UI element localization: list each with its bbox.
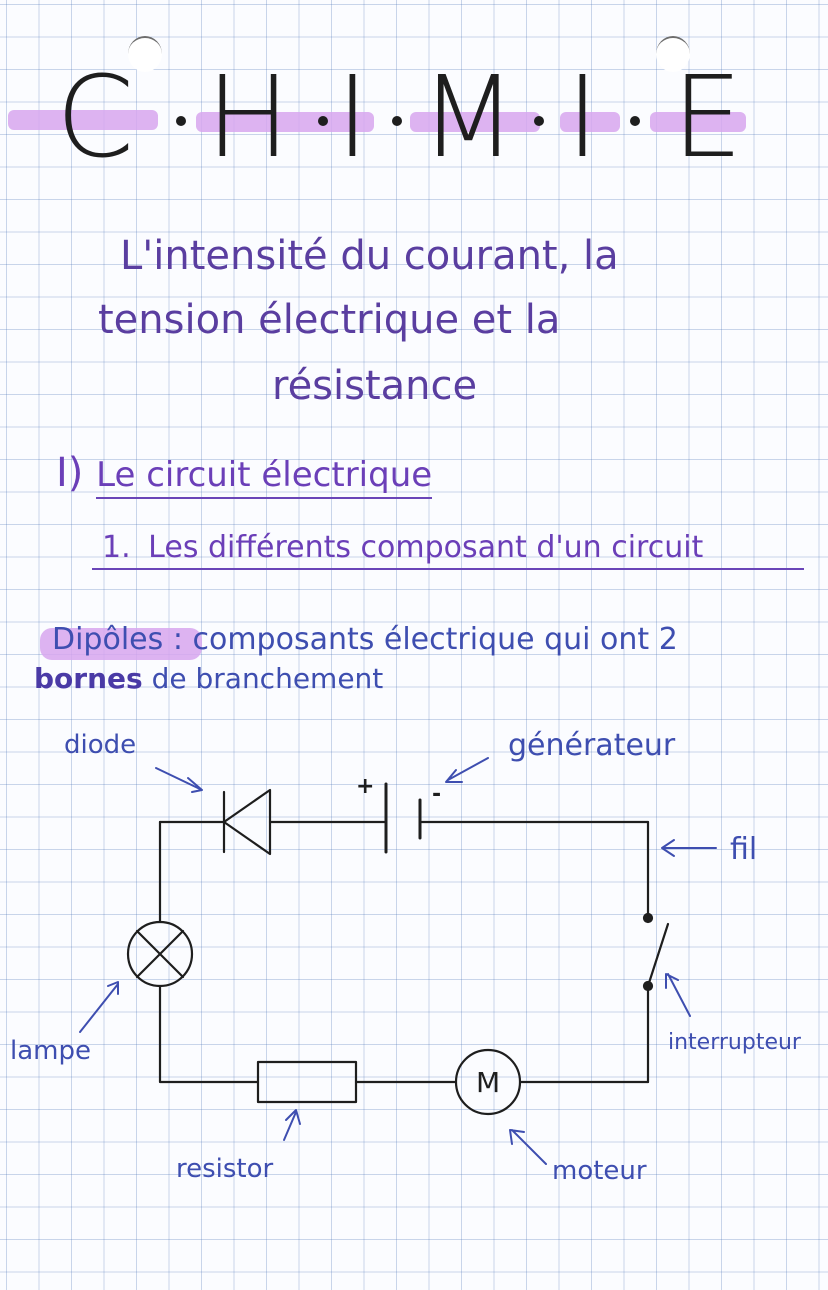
- motor-label: moteur: [552, 1156, 647, 1186]
- wire-label: fil: [730, 832, 758, 867]
- definition-rest: de branchement: [151, 662, 384, 695]
- wire-left: [160, 822, 258, 1082]
- switch-label: interrupteur: [668, 1030, 801, 1055]
- generator-plus-sign: +: [356, 774, 375, 799]
- resistor-arrow: [284, 1110, 300, 1140]
- title-letter-m: M: [420, 53, 517, 183]
- generator-label: générateur: [508, 728, 676, 763]
- subsection-title: Les différents composant d'un circuit: [148, 530, 704, 565]
- definition-term: Dipôles: [52, 622, 164, 657]
- wire-arrow: [662, 840, 716, 856]
- definition-separator: :: [172, 622, 183, 657]
- section-title: Le circuit électrique: [96, 455, 432, 499]
- lamp-label: lampe: [10, 1036, 91, 1066]
- motor-arrow: [510, 1130, 546, 1164]
- title-letter-h: H: [206, 53, 291, 183]
- definition-text: composants électrique qui ont 2: [192, 622, 678, 657]
- title-letter-e: E: [672, 53, 743, 183]
- lamp-symbol: [128, 922, 192, 986]
- chapter-title-line-3: résistance: [272, 363, 478, 409]
- resistor-symbol: [258, 1062, 356, 1102]
- chapter-title-line-2: tension électrique et la: [98, 297, 561, 343]
- switch-symbol: [644, 914, 668, 990]
- motor-letter: M: [476, 1066, 501, 1099]
- generator-symbol: [386, 784, 420, 852]
- resistor-label: resistor: [176, 1154, 274, 1184]
- diode-label: diode: [64, 730, 137, 760]
- generator-minus-sign: -: [432, 782, 442, 807]
- lamp-arrow: [80, 982, 118, 1032]
- title-letter-i: I: [336, 53, 370, 183]
- section-numeral: I): [56, 450, 84, 496]
- title-letter-i2: I: [566, 53, 600, 183]
- diode-arrow: [156, 768, 202, 792]
- title-letter-c: C: [56, 53, 135, 183]
- chapter-title-line-1: L'intensité du courant, la: [120, 233, 619, 279]
- subsection-number: 1.: [102, 530, 131, 565]
- generator-arrow: [446, 758, 488, 782]
- switch-arrow: [666, 974, 690, 1016]
- diode-symbol: [224, 790, 270, 854]
- definition-bold-word: bornes: [34, 662, 143, 695]
